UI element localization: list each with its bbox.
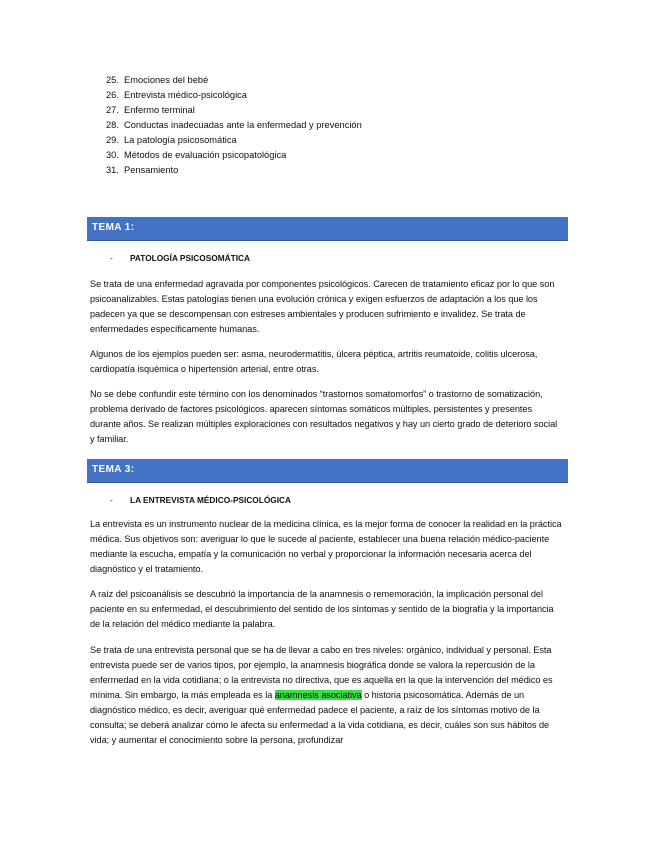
paragraph: A raíz del psicoanálisis se descubrió la importancia de la anamnesis o rememoración, la implicación personal del paciente en su enfermedad, el descubrimiento del sentido de los síntomas y sentido de la biografía y la importancia de la relación del médico mediante la palabra. — [90, 589, 554, 629]
list-dash: - — [110, 495, 113, 505]
paragraph: Se trata de una enfermedad agravada por componentes psicológicos. Carecen de tratamiento eficaz por lo que son psicoanalizables. Estas patologías tienen una evolución crónica y exigen esfuerzos de adaptación a los que los padecen ya que se descompensan con estreses ambientales y producen sufrimiento e invalidez. Se trata de enfermedades específicamente humanas. — [90, 279, 555, 334]
toc-item: 29. La patología psicosomática — [106, 135, 237, 145]
section-subtitle — [110, 495, 291, 505]
toc-item: 31. Pensamiento — [106, 165, 179, 175]
list-dash: - — [110, 253, 113, 263]
paragraph — [90, 643, 564, 748]
paragraph: La entrevista es un instrumento nuclear de la medicina clínica, es la mejor forma de conocer la realidad en la práctica médica. Sus objetivos son: averiguar lo que le sucede al paciente, establecer una buena relación médico-paciente mediante la escucha, empatía y la comunicación no verbal y proporcionar la información necesaria acerca del diagnóstico y el tratamiento. — [90, 519, 562, 574]
toc-item: 27. Enfermo terminal — [106, 105, 195, 115]
section-header-tema-1 — [87, 217, 568, 241]
toc-item: 25. Emociones del bebé — [106, 75, 209, 85]
toc-item: 30. Métodos de evaluación psicopatológica — [106, 150, 287, 160]
section-title: TEMA 3: — [92, 464, 135, 475]
toc-item: 28. Conductas inadecuadas ante la enfermedad y prevención — [106, 120, 362, 130]
subtitle-text: LA ENTREVISTA MÉDICO-PSICOLÓGICA — [130, 495, 292, 505]
section-subtitle — [110, 253, 250, 263]
paragraph: No se debe confundir este término con los denominados “trastornos somatomorfos” o trastorno de somatización, problema derivado de factores psicológicos. aparecen síntomas somáticos múltiples, persistentes y presentes durante años. Se realizan múltiples exploraciones con resultados negativos y hay un cierto grado de deterioro social y familiar. — [90, 389, 558, 444]
paragraph: Algunos de los ejemplos pueden ser: asma, neurodermatitis, úlcera péptica, artritis reumatoide, colitis ulcerosa, cardiopatía isquémica o hipertensión arterial, entre otras. — [90, 349, 538, 374]
highlighted-text: anamnesis asociativa — [274, 690, 362, 700]
paragraph-text: Se trata de una entrevista personal que se ha de llevar a cabo en tres niveles: orgánico, individual y personal. Esta entrevista puede ser de varios tipos, por ejemplo, la anamnesis biográfica donde se valora la repercusión de la enfermedad en la vida cotidiana; o la entrevista no directiva, que es aquella en la que la intervención del médico es mínima. Sin embargo, la más empleada es la — [90, 645, 553, 700]
table-of-contents — [106, 73, 362, 178]
subtitle-text: PATOLOGÍA PSICOSOMÁTICA — [130, 253, 251, 263]
section-title: TEMA 1: — [92, 222, 135, 233]
toc-item: 26. Entrevista médico-psicológica — [106, 90, 247, 100]
paragraph-text: o historia psicosomática. Además de un diagnóstico médico, es decir, averiguar qué enfermedad padece el paciente, a raíz de los síntomas motivo de la consulta; se deberá analizar cómo le afecta su enfermedad a la vida cotidiana, es decir, cuáles son sus hábitos de vida; y aumentar el conocimiento sobre la persona, profundizar — [90, 690, 550, 745]
section-header-tema-3 — [87, 459, 568, 483]
